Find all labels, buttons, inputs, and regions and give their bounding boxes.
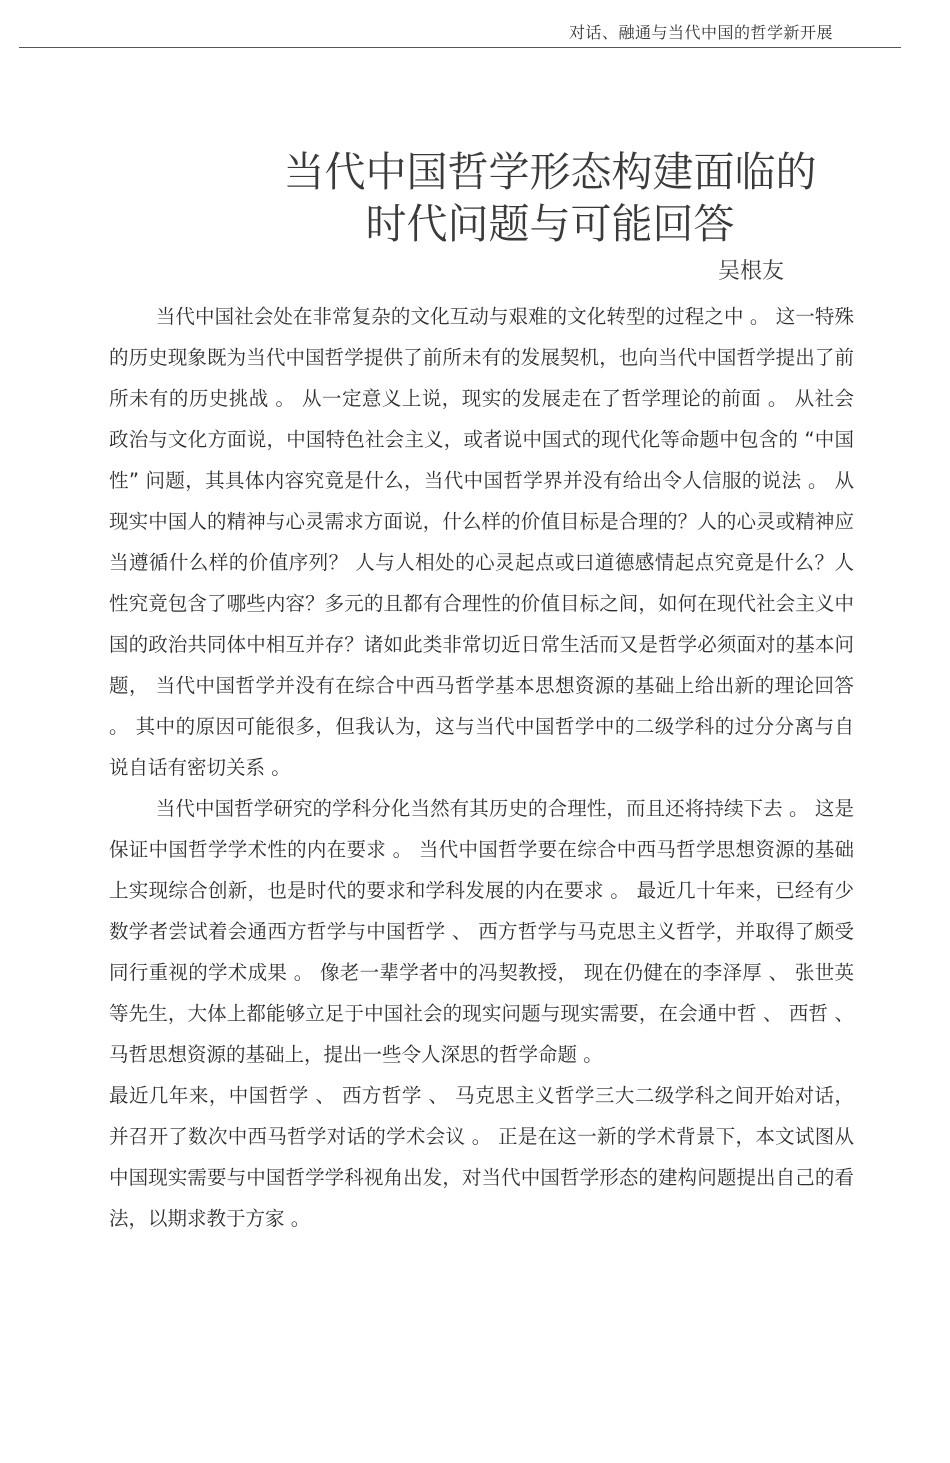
paragraph-3: 最近几年来，中国哲学 、 西方哲学 、 马克思主义哲学三大二级学科之间开始对话，并召开了数次中西马哲学对话的学术会议 。 正是在这一新的学术背景下，本文试图从中国现实需要与中国哲学学科视角出发，对当代中国哲学形态的建构问题提出自己的看法，以期求教于方家 。: [109, 1084, 854, 1230]
article-title-line-1: 当代中国哲学形态构建面临的: [283, 148, 817, 196]
paragraph-2: 当代中国哲学研究的学科分化当然有其历史的合理性，而且还将持续下去 。 这是保证中国哲学学术性的内在要求 。 当代中国哲学要在综合中西马哲学思想资源的基础上实现综合创新，也是时代的要求和学科发展的内在要求 。 最近几十年来，已经有少数学者尝试着会通西方哲学与中国哲学 、 西方哲学与马克思主义哲学，并取得了颇受同行重视的学术成果 。 像老一辈学者中的冯契教授， 现在仍健在的李泽厚 、 张世英等先生，大体上都能够立足于中国社会的现实问题与现实需要，在会通中哲 、 西哲 、 马哲思想资源的基础上，提出一些令人深思的哲学命题 。: [109, 797, 854, 1066]
article-title-line-2: 时代问题与可能回答: [365, 200, 735, 248]
header-divider: [19, 47, 901, 48]
author-name: 吴根友: [718, 259, 785, 284]
running-header: 对话、融通与当代中国的哲学新开展: [568, 23, 833, 42]
article-body: [109, 296, 854, 1239]
paragraph-1: 当代中国社会处在非常复杂的文化互动与艰难的文化转型的过程之中 。 这一特殊的历史现象既为当代中国哲学提供了前所未有的发展契机，也向当代中国哲学提出了前所未有的历史挑战 。 从一定意义上说，现实的发展走在了哲学理论的前面 。 从社会政治与文化方面说，中国特色社会主义，或者说中国式的现代化等命题中包含的 “中国性” 问题，其具体内容究竟是什么，当代中国哲学界并没有给出令人信服的说法 。 从现实中国人的精神与心灵需求方面说，什么样的价值目标是合理的？人的心灵或精神应当遵循什么样的价值序列？ 人与人相处的心灵起点或曰道德感情起点究竟是什么？人性究竟包含了哪些内容？多元的且都有合理性的价值目标之间，如何在现代社会主义中国的政治共同体中相互并存？诸如此类非常切近日常生活而又是哲学必须面对的基本问题， 当代中国哲学并没有在综合中西马哲学基本思想资源的基础上给出新的理论回答 。 其中的原因可能很多，但我认为，这与当代中国哲学中的二级学科的过分分离与自说自话有密切关系 。: [109, 305, 854, 779]
article-title: [230, 146, 870, 250]
